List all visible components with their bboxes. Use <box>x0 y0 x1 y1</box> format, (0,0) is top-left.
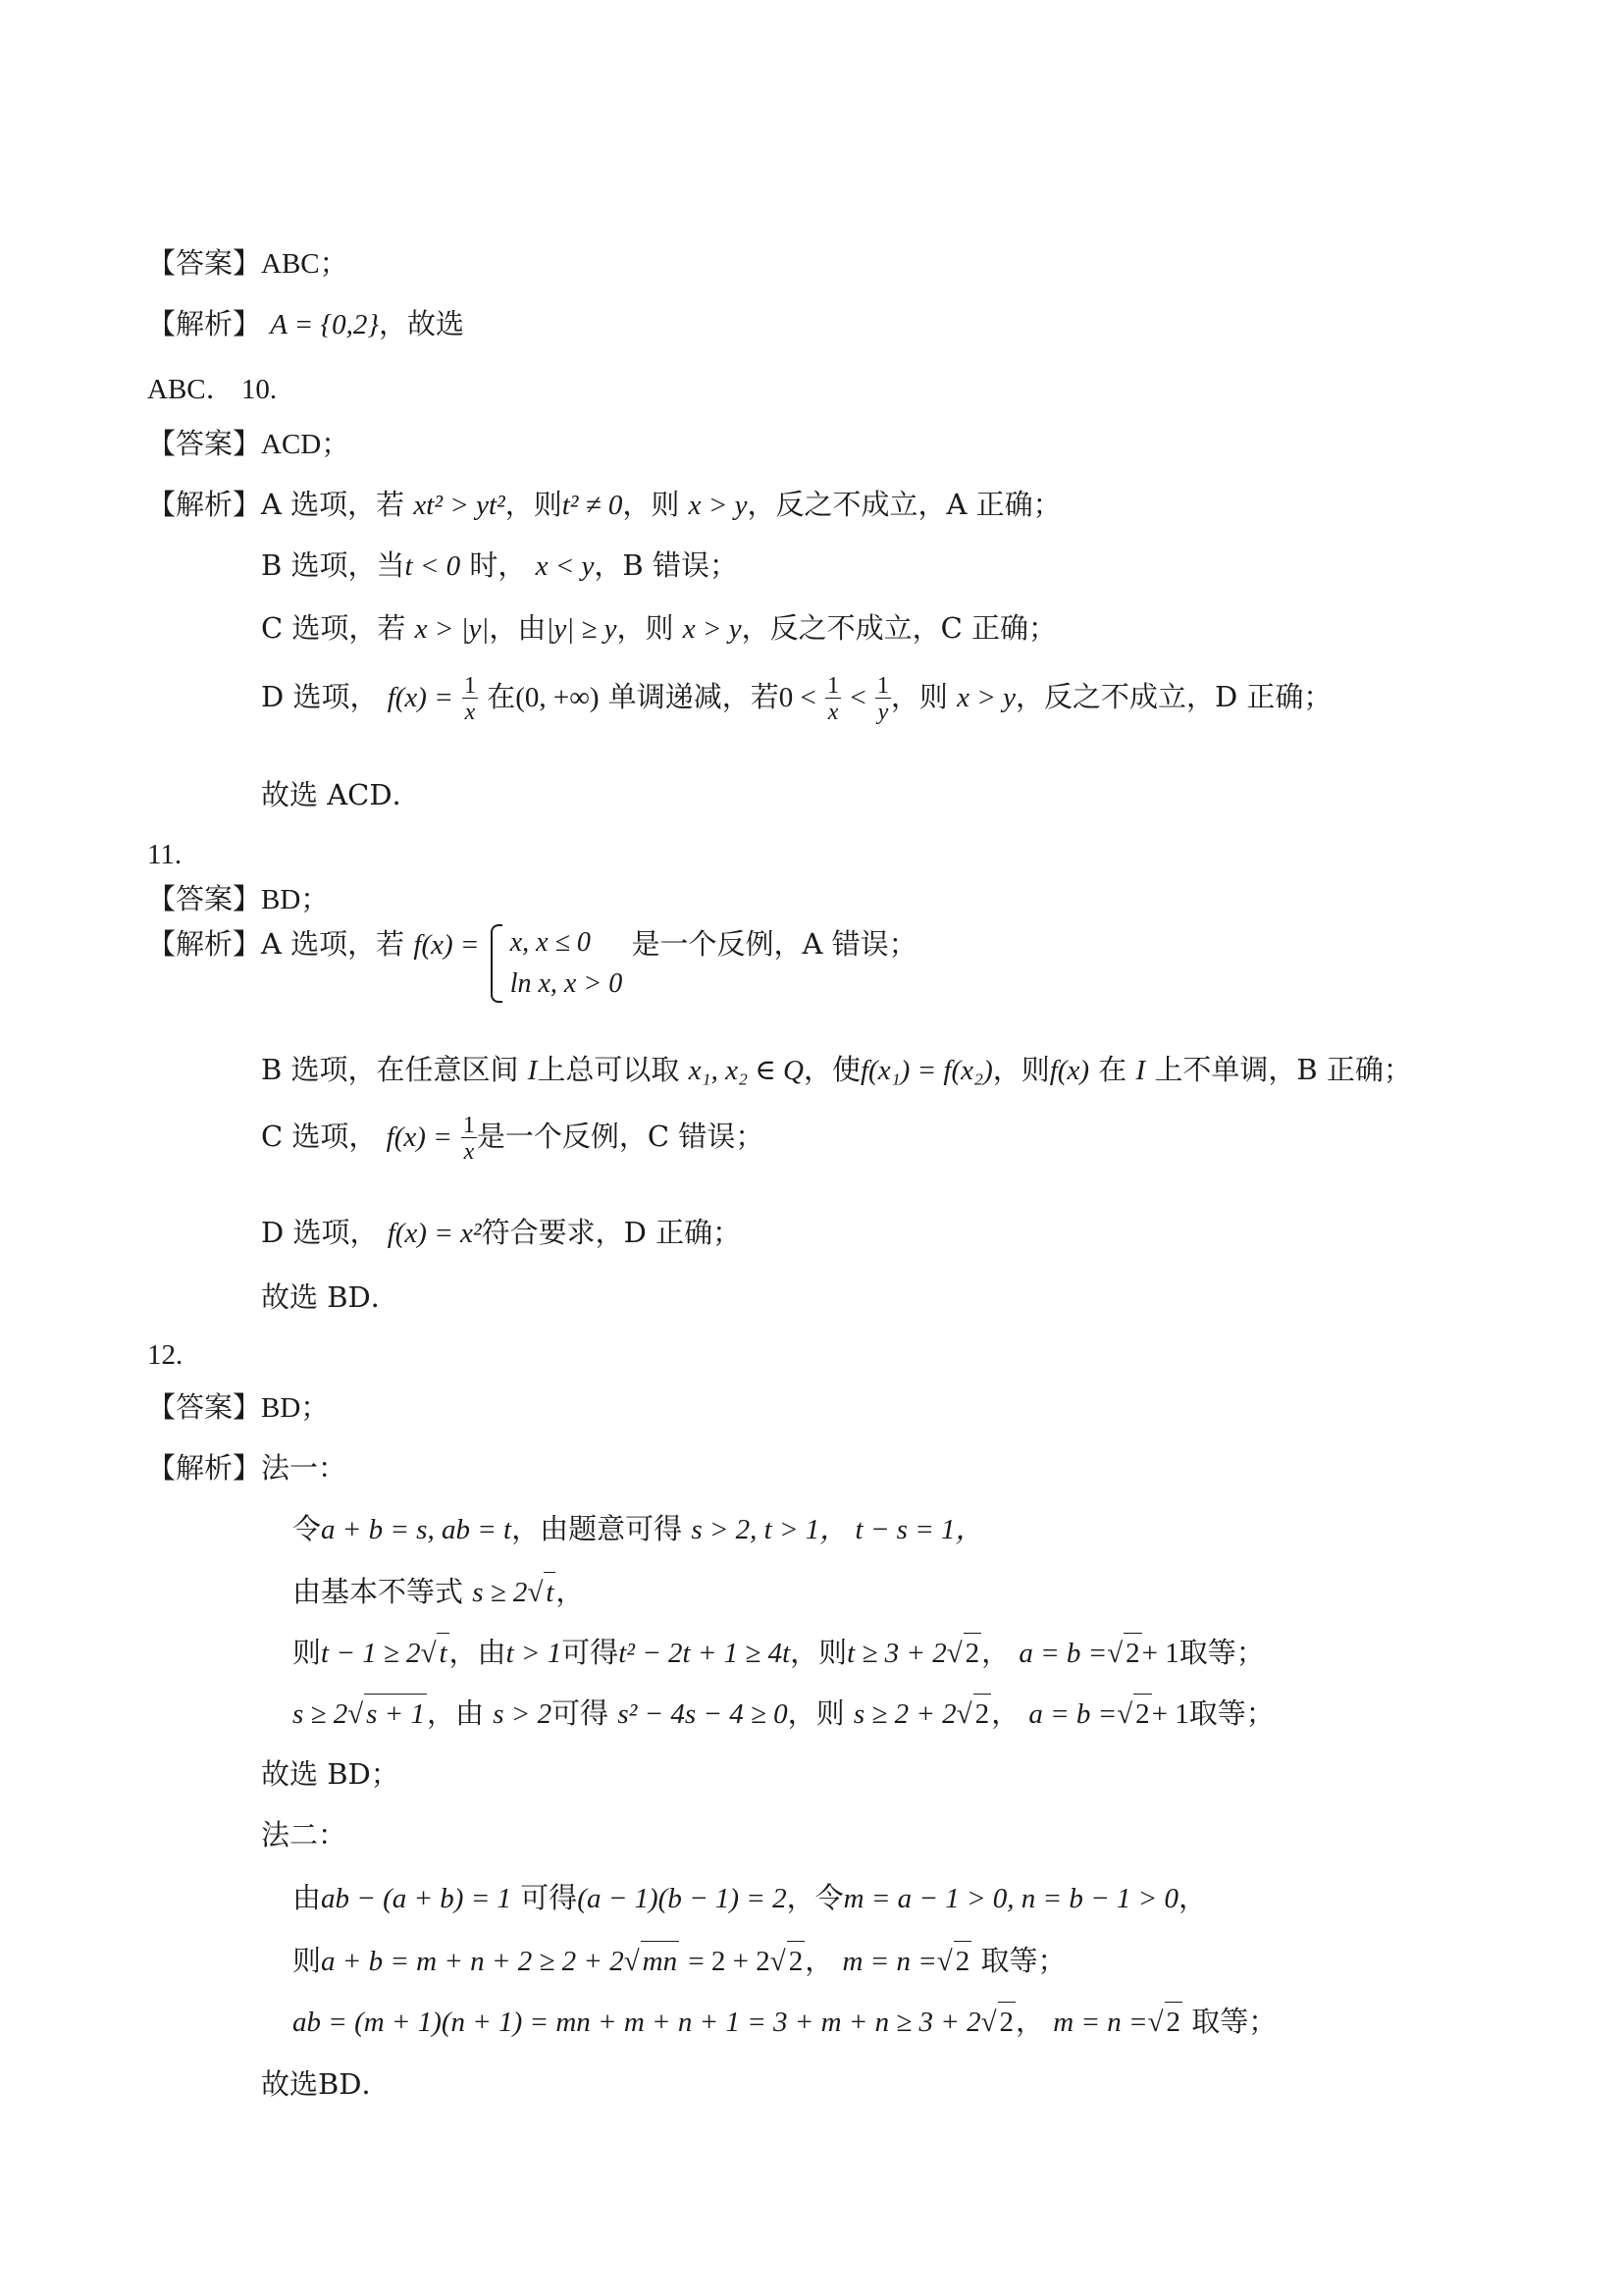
radicand: 2 <box>964 1633 982 1673</box>
math: t² ≠ 0 <box>561 490 623 521</box>
math: t − 1 ≥ 2 <box>321 1638 421 1669</box>
q9-continuation <box>147 369 277 409</box>
text: ， <box>1178 1881 1208 1914</box>
case: ln x, x > 0 <box>509 968 623 999</box>
question-number: 12. <box>147 1339 183 1371</box>
analysis-label: 【解析】 <box>147 1451 262 1485</box>
continuation-text: ABC． 10. <box>147 374 278 405</box>
radicand: t <box>544 1572 555 1612</box>
numerator: 1 <box>463 672 476 699</box>
math: x < y <box>535 550 595 582</box>
text: ，则 <box>504 488 562 521</box>
text: ， <box>991 1696 1021 1730</box>
math: x > y <box>682 613 742 645</box>
answer-label: 【答案】 <box>147 427 262 460</box>
math: (0, +∞) <box>515 682 600 713</box>
sqrt: √ t <box>527 1572 555 1612</box>
math: + 1 <box>1141 1638 1179 1669</box>
q11-analysis-c <box>261 1107 763 1167</box>
text: 是一个反例，A 错误； <box>631 927 917 961</box>
q12-line1 <box>292 1509 984 1549</box>
q11-analysis-b <box>261 1050 1412 1090</box>
math: f(x) = <box>413 929 480 961</box>
text: B 选项，当 <box>261 548 405 582</box>
math: f(x) <box>1049 1055 1089 1086</box>
piecewise-function <box>489 922 623 1005</box>
math: s > 2 <box>493 1698 552 1730</box>
math: a = b = <box>1028 1698 1118 1730</box>
math: t < 0 <box>404 550 461 582</box>
radicand: 2 <box>787 1941 806 1981</box>
q10-conclusion <box>261 775 421 814</box>
sqrt: √ 2 <box>981 2002 1016 2042</box>
q11-number <box>147 834 182 874</box>
text: C 选项，若 <box>261 611 406 645</box>
text: ，使 <box>803 1053 861 1086</box>
q12-line7 <box>292 2002 1277 2042</box>
text: 则 <box>292 1944 322 1977</box>
text: 由 <box>292 1881 322 1914</box>
math: m = n = <box>842 1946 937 1977</box>
text: 上总可以取 <box>537 1053 680 1086</box>
q10-answer-line <box>147 424 349 464</box>
numerator: 1 <box>876 672 889 699</box>
math: m = a − 1 > 0, n = b − 1 > 0 <box>843 1883 1178 1914</box>
fraction <box>461 1114 477 1164</box>
math: x > y <box>957 682 1016 713</box>
math: a + b = m + n + 2 ≥ 2 + 2 <box>321 1946 624 1977</box>
text: ，由题意可得 <box>511 1512 683 1545</box>
text: 是一个反例，C 错误； <box>476 1120 764 1153</box>
text: 法一： <box>261 1451 347 1485</box>
text: 单调递减，若 <box>599 680 779 713</box>
text: A 选项，若 <box>261 927 405 961</box>
q11-conclusion <box>261 1278 399 1317</box>
math: ab = (m + 1)(n + 1) = mn + m + n + 1 = 3 + m + n ≥ 3 + 2 <box>292 2007 981 2038</box>
math: xt² > yt² <box>413 490 505 521</box>
math: s ≥ 2 + 2 <box>853 1698 957 1730</box>
math: s ≥ 2 <box>292 1698 348 1730</box>
sqrt: √ t <box>421 1633 449 1673</box>
answer-text: BD； <box>261 1392 330 1424</box>
sqrt: √ 2 <box>1107 1633 1141 1673</box>
text: 故选 BD； <box>261 1757 399 1791</box>
math: ab − (a + b) = 1 <box>321 1883 512 1914</box>
denominator: x <box>461 1137 477 1164</box>
numerator: 1 <box>827 672 840 699</box>
math: (a − 1)(b − 1) = 2 <box>577 1883 787 1914</box>
case: x, x ≤ 0 <box>509 927 591 958</box>
math: a + b = s, ab = t <box>321 1514 512 1545</box>
text: D 选项， <box>261 680 379 713</box>
math-expression: A = {0,2} <box>270 309 379 340</box>
text: ， <box>981 1636 1011 1669</box>
q9-answer-line <box>147 243 348 284</box>
math: a = b = <box>1019 1638 1108 1669</box>
analysis-label: 【解析】 <box>147 307 262 340</box>
answer-text: ACD； <box>261 429 350 460</box>
q9-analysis-line <box>147 304 464 344</box>
text: ，则 <box>890 680 948 713</box>
math: t > 1 <box>505 1638 562 1669</box>
text: 令 <box>292 1512 322 1545</box>
text: 上不单调，B 正确； <box>1145 1053 1412 1086</box>
text: 取等； <box>1178 1636 1265 1669</box>
text: 故选 BD． <box>261 1280 399 1314</box>
q10-analysis-c <box>261 608 1057 649</box>
text: 取等； <box>1191 2005 1278 2038</box>
q12-conclusion2 <box>261 2064 391 2104</box>
sqrt: √ s + 1 <box>347 1694 427 1734</box>
text: ，反之不成立，A 正确； <box>747 488 1062 521</box>
math: x > y <box>688 490 748 521</box>
math: s > 2, t > 1， t − s = 1， <box>691 1514 984 1545</box>
math: f(x) = <box>387 682 453 713</box>
math: s² − 4s − 4 ≥ 0 <box>617 1698 788 1730</box>
text: ，则 <box>622 488 680 521</box>
answer-label: 【答案】 <box>147 1390 262 1424</box>
text: ，由 <box>448 1636 506 1669</box>
numerator: 1 <box>462 1112 475 1138</box>
q10-analysis-a <box>147 485 1062 525</box>
text: ，反之不成立，C 正确； <box>741 611 1057 645</box>
q11-analysis-d <box>261 1213 741 1253</box>
text: 可得 <box>561 1636 619 1669</box>
fraction <box>825 674 841 724</box>
sqrt: √ 2 <box>770 1941 805 1981</box>
text: 法二： <box>261 1818 347 1852</box>
text: A 选项，若 <box>261 488 405 521</box>
q11-analysis-a <box>147 922 917 1005</box>
sqrt: √ 2 <box>957 1694 991 1734</box>
q12-answer-line <box>147 1387 329 1428</box>
text: B 选项，在任意区间 <box>261 1053 519 1086</box>
text: 故选BD． <box>261 2067 391 2101</box>
denominator: x <box>825 698 841 724</box>
text: 可得 <box>551 1696 609 1730</box>
math: s ≥ 2 <box>472 1577 528 1608</box>
q12-line4 <box>292 1694 1275 1734</box>
fraction <box>462 674 478 724</box>
math: f(x₁) = f(x₂) <box>861 1055 993 1086</box>
radicand: 2 <box>1165 2002 1183 2042</box>
text: ，由 <box>426 1696 484 1730</box>
text: 在 <box>477 680 516 713</box>
answer-label: 【答案】 <box>147 246 262 280</box>
sqrt: √ 2 <box>1117 1694 1151 1734</box>
math: f(x) = <box>386 1122 452 1153</box>
math: |y| ≥ y <box>546 613 617 645</box>
q12-line6 <box>292 1941 1066 1981</box>
radicand: mn <box>641 1941 679 1981</box>
text: ，则 <box>616 611 674 645</box>
q12-method2 <box>261 1815 346 1854</box>
q10-analysis-d <box>261 667 1332 727</box>
math: x₁, x₂ ∈ Q <box>688 1055 804 1086</box>
text: ，令 <box>786 1881 844 1914</box>
answer-text: ABC； <box>261 248 348 280</box>
math: m = n = <box>1053 2007 1148 2038</box>
fraction <box>875 674 891 724</box>
math: t² − 2t + 1 ≥ 4t <box>618 1638 791 1669</box>
denominator: y <box>875 698 891 724</box>
math: = 2 + 2 <box>688 1946 770 1977</box>
text: 故选 ACD． <box>261 778 421 811</box>
q12-analysis-head <box>147 1448 346 1487</box>
text: 取等； <box>1188 1696 1275 1730</box>
math: I <box>1135 1055 1146 1086</box>
radicand: 2 <box>954 1941 972 1981</box>
sqrt: √ 2 <box>937 1941 971 1981</box>
text: ，反之不成立，D 正确； <box>1015 680 1333 713</box>
text: 可得 <box>520 1881 578 1914</box>
sqrt: √ 2 <box>1148 2002 1182 2042</box>
sqrt: √ mn <box>624 1941 679 1981</box>
answer-label: 【答案】 <box>147 882 262 915</box>
text: 则 <box>292 1636 322 1669</box>
text: ， <box>555 1575 585 1608</box>
math: + 1 <box>1151 1698 1189 1730</box>
sqrt: √ 2 <box>947 1633 981 1673</box>
text: 取等； <box>980 1944 1067 1977</box>
text: C 选项， <box>261 1120 378 1153</box>
math: t ≥ 3 + 2 <box>847 1638 947 1669</box>
math: f(x) = x² <box>387 1218 482 1249</box>
q12-line2 <box>292 1572 584 1612</box>
radicand: t <box>437 1633 448 1673</box>
radicand: s + 1 <box>364 1694 427 1734</box>
q10-analysis-b <box>261 546 738 586</box>
math: I <box>527 1055 538 1086</box>
analysis-label: 【解析】 <box>147 488 262 521</box>
q11-answer-line <box>147 879 329 919</box>
text: ，B 错误； <box>594 548 738 582</box>
radicand: 2 <box>973 1694 992 1734</box>
text: ，则 <box>787 1696 845 1730</box>
analysis-label: 【解析】 <box>147 927 262 961</box>
text: 在 <box>1089 1053 1127 1086</box>
text: ，则 <box>790 1636 848 1669</box>
text: ， <box>805 1944 834 1977</box>
text: 符合要求，D 正确； <box>481 1216 742 1249</box>
analysis-text: ，故选 <box>378 307 464 340</box>
denominator: x <box>462 698 478 724</box>
math: < <box>850 682 866 713</box>
math: 0 < <box>778 682 816 713</box>
text: ， <box>1016 2005 1045 2038</box>
radicand: 2 <box>1124 1633 1142 1673</box>
text: 由基本不等式 <box>292 1575 464 1608</box>
radicand: 2 <box>1133 1694 1152 1734</box>
answer-text: BD； <box>261 884 330 915</box>
text: ，由 <box>489 611 547 645</box>
question-number: 11. <box>147 839 183 870</box>
q12-conclusion1 <box>261 1754 399 1794</box>
text: 时， <box>460 548 527 582</box>
radicand: 2 <box>998 2002 1017 2042</box>
q12-number <box>147 1334 183 1375</box>
q12-line3 <box>292 1633 1265 1673</box>
math: x > |y| <box>414 613 490 645</box>
text: ，则 <box>992 1053 1050 1086</box>
q12-line5 <box>292 1878 1207 1918</box>
text: D 选项， <box>261 1216 379 1249</box>
